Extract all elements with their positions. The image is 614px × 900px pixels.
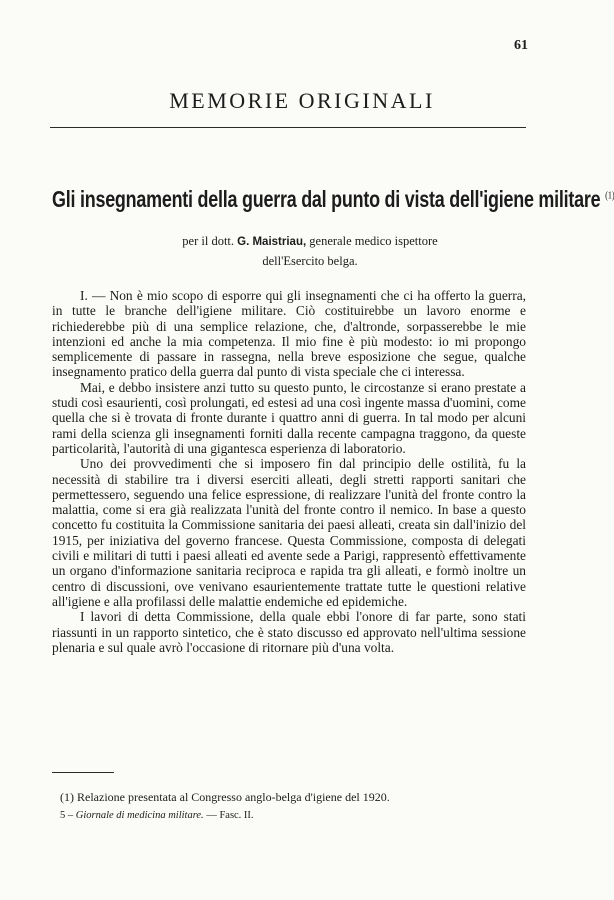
article-title xyxy=(52,186,614,213)
author-name: G. Maistriau, xyxy=(237,236,307,248)
byline xyxy=(130,232,490,271)
byline-line-2: dell'Esercito belga. xyxy=(262,254,358,268)
footnote-text: Relazione presentata al Congresso anglo-belga d'igiene del 1920. xyxy=(77,790,390,804)
issue-label: — Fasc. II. xyxy=(206,810,254,821)
page-footer xyxy=(60,810,520,821)
signature-mark: 5 – xyxy=(60,810,74,821)
byline-line-1 xyxy=(130,232,490,252)
paragraph-3: Uno dei provvedimenti che si imposero fin dal principio delle ostilità, fu la necessità di stabilire tra i diversi eserciti alleati, degli stretti rapporti sanitari che permettessero, seguendo una felice espressione, di realizzare l'unità del fronte contro la malattia, come si era già realizzata l'unità del fronte contro il nemico. In base a questo concetto fu costituita la Commissione sanitaria dei paesi alleati, creata sin dall'inizio del 1915, per iniziativa del governo francese. Questa Commissione, composta di delegati civili e militari di tutti i paesi alleati ed avente sede a Parigi, rappresentò effettivamente un organo d'informazione sanitaria reciproca e rapida tra gli alleati, e formò inoltre un centro di discussioni, ove venivano esaurientemente trattate tutte le questioni relative all'igiene e alla profilassi delle malattie endemiche ed epidemiche. xyxy=(52,456,526,609)
paragraph-4: I lavori di detta Commissione, della quale ebbi l'onore di far parte, sono stati riassunti in un rapporto sintetico, che è stato discusso ed approvato nell'ultima sessione plenaria e sul quale avrò l'occasione di ritornare più d'una volta. xyxy=(52,609,526,655)
page-number: 61 xyxy=(514,38,528,53)
paragraph-1: I. — Non è mio scopo di esporre qui gli insegnamenti che ci ha offerto la guerra, in tutte le branche dell'igiene militare. Ciò costituirebbe un lavoro enorme e richiederebbe più di una semplice relazione, che, d'altronde, sorpasserebbe le mie intenzioni ed anche la mia competenza. Il mio fine è più modesto: io mi propongo semplicemente di passare in rassegna, nella breve esposizione che segue, qualche insegnamento pratico della guerra dal punto di vista speciale che ci interessa. xyxy=(52,288,526,380)
article-title-text: Gli insegnamenti della guerra dal punto di vista dell'igiene militare xyxy=(52,186,601,212)
footnote xyxy=(60,790,520,805)
byline-prefix: per il dott. xyxy=(182,234,235,248)
section-divider xyxy=(50,127,526,128)
footnote-divider xyxy=(52,772,114,773)
section-title: MEMORIE ORIGINALI xyxy=(169,88,435,113)
title-footnote-marker: (1) xyxy=(605,189,614,202)
footnote-marker: (1) xyxy=(60,790,74,804)
author-role: generale medico ispettore xyxy=(309,234,438,248)
journal-name: Giornale di medicina militare. xyxy=(75,810,204,821)
paragraph-2: Mai, e debbo insistere anzi tutto su questo punto, le circostanze si erano prestate a studi così esaurienti, così prolungati, ed estesi ad una così ingente massa d'uomini, come quella che si è trovata di fronte durante i quattro anni di guerra. In tal modo per alcuni rami della scienza gli insegnamenti forniti dalla recente campagna traggono, da queste particolarità, l'autorità di una gigantesca esperienza di laboratorio. xyxy=(52,379,526,456)
article-body xyxy=(52,288,526,655)
